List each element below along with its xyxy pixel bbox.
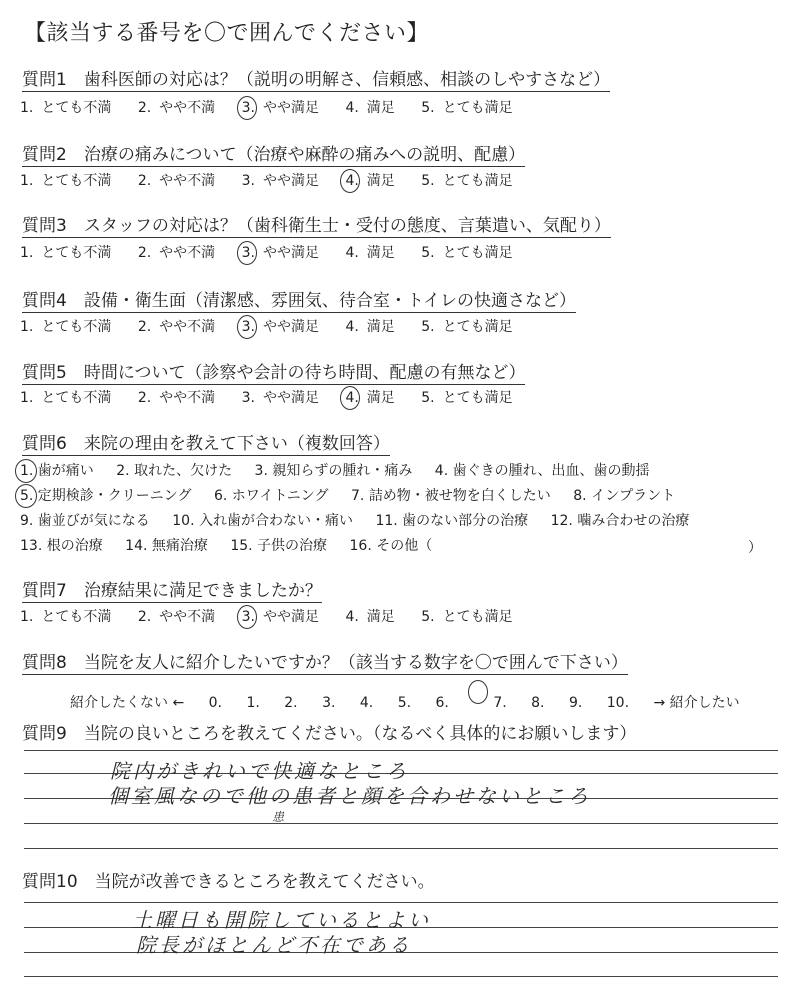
option-label: やや満足 — [262, 173, 319, 189]
question-3-options — [20, 244, 535, 262]
option-number: 5. — [421, 319, 435, 335]
scale-value-7-selected[interactable] — [473, 683, 506, 711]
reasons-row-3 — [20, 512, 707, 530]
scale-right-label: → 紹介したい — [653, 695, 740, 711]
option-label: とても満足 — [442, 390, 513, 406]
option-number: 4. — [345, 390, 359, 406]
scale-value-text: 7. — [493, 695, 507, 711]
question-5-title: 質問5 時間について（診察や会計の待ち時間、配慮の有無など） — [22, 363, 526, 383]
q9-correction-note: 患 — [272, 810, 285, 824]
q10-answer-line-2: 院長がほとんど不在である — [136, 933, 412, 957]
option-number: 3. — [241, 100, 255, 116]
reason-11[interactable] — [375, 512, 528, 530]
scale-value-1[interactable]: 1. — [246, 695, 260, 711]
option-label: やや満足 — [262, 245, 319, 261]
option-label: 満足 — [366, 100, 395, 116]
q10-answer-line-1: 土曜日も開院しているとよい — [132, 908, 431, 932]
option-label: やや不満 — [159, 173, 216, 189]
option-label: 満足 — [366, 609, 395, 625]
option-number: 2. — [137, 100, 152, 116]
reasons-row-2 — [20, 487, 693, 505]
page-title: 【該当する番号を〇で囲んでください】 — [24, 21, 430, 46]
question-2-options — [20, 172, 535, 190]
reason-1-selected[interactable] — [20, 462, 94, 480]
reason-label: 5. 定期検診・クリーニング — [20, 488, 192, 504]
scale-value-5[interactable]: 5. — [397, 695, 412, 711]
option-number: 4. — [345, 173, 359, 189]
option-3[interactable] — [242, 389, 319, 407]
option-5[interactable] — [421, 99, 512, 117]
question-10-title: 質問10 当院が改善できるところを教えてください。 — [22, 872, 435, 892]
option-number: 4. — [345, 100, 359, 116]
reason-10[interactable] — [172, 512, 353, 530]
reasons-row-4 — [20, 537, 450, 555]
option-number: 1. — [20, 390, 34, 406]
question-9-title: 質問9 当院の良いところを教えてください。（なるべく具体的にお願いします） — [22, 724, 637, 744]
option-label: 満足 — [366, 245, 395, 261]
option-label: とても満足 — [442, 100, 513, 116]
question-7-options — [20, 608, 535, 626]
option-label: やや不満 — [159, 390, 216, 406]
option-number: 5. — [421, 100, 435, 116]
reason-label: 2. 取れた、欠けた — [116, 463, 233, 479]
scale-left-label: 紹介したくない ← — [70, 695, 185, 711]
option-4[interactable] — [345, 318, 394, 336]
scale-value-10[interactable]: 10. — [606, 695, 630, 711]
option-label: とても満足 — [442, 319, 513, 335]
question-2-title: 質問2 治療の痛みについて（治療や麻酔の痛みへの説明、配慮） — [22, 145, 526, 165]
option-number: 1. — [20, 100, 34, 116]
option-2[interactable] — [138, 172, 215, 190]
reason-label: 8. インプラント — [573, 488, 676, 504]
reason-12[interactable] — [551, 512, 690, 530]
reason-16[interactable] — [350, 537, 433, 555]
reason-label: 1. 歯が痛い — [20, 463, 94, 479]
scale-value-6[interactable]: 6. — [435, 695, 449, 711]
reason-label: 9. 歯並びが気になる — [20, 513, 150, 529]
question-6-title: 質問6 来院の理由を教えて下さい（複数回答） — [22, 434, 390, 454]
option-1[interactable] — [20, 172, 111, 190]
option-number: 2. — [137, 609, 152, 625]
reason-label: 6. ホワイトニング — [213, 488, 329, 504]
option-label: 満足 — [366, 173, 395, 189]
option-5[interactable] — [421, 318, 512, 336]
question-4-options — [20, 318, 535, 336]
option-3-selected[interactable] — [242, 608, 319, 626]
question-4-title: 質問4 設備・衛生面（清潔感、雰囲気、待合室・トイレの快適さなど） — [22, 291, 576, 311]
option-label: やや不満 — [159, 100, 216, 116]
option-number: 2. — [137, 245, 152, 261]
reason-14[interactable] — [125, 537, 208, 555]
reason-label: 15. 子供の治療 — [230, 538, 328, 554]
option-number: 4. — [345, 245, 359, 261]
reason-6[interactable] — [214, 487, 329, 505]
option-2[interactable] — [138, 608, 215, 626]
option-4[interactable] — [345, 99, 394, 117]
option-label: やや満足 — [262, 100, 319, 116]
reason-5-selected[interactable] — [20, 487, 192, 505]
answer-line — [24, 823, 778, 824]
q9-answer-line-2: 個室風なので他の患者と顔を合わせないところ — [108, 784, 591, 808]
scale-value-9[interactable]: 9. — [568, 695, 583, 711]
option-number: 3. — [241, 390, 255, 406]
option-label: やや不満 — [159, 245, 216, 261]
reasons-row-1 — [20, 462, 667, 480]
option-5[interactable] — [421, 608, 512, 626]
reason-label: 3. 親知らずの腫れ・痛み — [254, 463, 413, 479]
scale-value-2[interactable]: 2. — [284, 695, 298, 711]
scale-value-3[interactable]: 3. — [322, 695, 336, 711]
question-1-title: 質問1 歯科医師の対応は？（説明の明解さ、信頼感、相談のしやすさなど） — [22, 70, 611, 90]
option-number: 5. — [421, 245, 435, 261]
recommend-scale — [70, 683, 740, 712]
reason-label: 13. 根の治療 — [20, 538, 103, 554]
option-5[interactable] — [421, 244, 512, 262]
option-label: とても満足 — [442, 609, 513, 625]
reason-3[interactable] — [255, 462, 413, 480]
option-1[interactable] — [20, 99, 111, 117]
option-label: やや満足 — [262, 390, 319, 406]
option-number: 2. — [137, 390, 152, 406]
reason-15[interactable] — [230, 537, 327, 555]
reason-label: 11. 歯のない部分の治療 — [375, 513, 529, 529]
option-label: やや不満 — [159, 609, 216, 625]
option-4[interactable] — [345, 608, 394, 626]
reason-label: 16. その他（ — [349, 538, 433, 554]
selection-circle — [468, 680, 488, 704]
option-number: 1. — [20, 173, 34, 189]
other-close-paren: ） — [748, 540, 762, 556]
option-4-selected[interactable] — [345, 172, 394, 190]
option-3[interactable] — [242, 172, 319, 190]
option-4-selected[interactable] — [345, 389, 394, 407]
answer-line — [24, 848, 778, 849]
option-number: 4. — [345, 609, 359, 625]
option-number: 5. — [421, 609, 435, 625]
option-label: 満足 — [366, 319, 395, 335]
option-label: とても満足 — [442, 245, 513, 261]
option-2[interactable] — [138, 244, 215, 262]
option-2[interactable] — [138, 99, 215, 117]
option-number: 3. — [241, 173, 255, 189]
reason-label: 12. 噛み合わせの治療 — [550, 513, 690, 529]
reason-2[interactable] — [116, 462, 232, 480]
reason-7[interactable] — [351, 487, 551, 505]
option-label: とても不満 — [41, 100, 112, 116]
option-label: 満足 — [366, 390, 395, 406]
option-2[interactable] — [138, 389, 215, 407]
option-number: 3. — [241, 319, 255, 335]
option-number: 2. — [137, 319, 152, 335]
reason-label: 7. 詰め物・被せ物を白くしたい — [351, 488, 551, 504]
option-2[interactable] — [138, 318, 215, 336]
reason-label: 14. 無痛治療 — [125, 538, 208, 554]
answer-line — [24, 976, 778, 977]
answer-line — [24, 902, 778, 903]
option-5[interactable] — [421, 172, 512, 190]
option-label: とても不満 — [41, 390, 112, 406]
q9-answer-line-1: 院内がきれいで快適なところ — [110, 759, 409, 783]
question-8-title: 質問8 当院を友人に紹介したいですか？（該当する数字を〇で囲んで下さい） — [22, 653, 628, 673]
scale-value-0[interactable]: 0. — [208, 695, 222, 711]
option-number: 2. — [137, 173, 152, 189]
option-5[interactable] — [421, 389, 512, 407]
option-3-selected[interactable] — [242, 318, 319, 336]
reason-label: 10. 入れ歯が合わない・痛い — [172, 513, 353, 529]
option-4[interactable] — [345, 244, 394, 262]
option-number: 3. — [241, 609, 255, 625]
reason-9[interactable] — [20, 512, 150, 530]
question-5-options — [20, 389, 535, 407]
option-label: とても不満 — [41, 245, 112, 261]
option-1[interactable] — [20, 608, 111, 626]
option-number: 1. — [20, 319, 34, 335]
option-number: 5. — [421, 173, 435, 189]
option-3-selected[interactable] — [242, 99, 319, 117]
scale-value-8[interactable]: 8. — [531, 695, 545, 711]
reason-label: 4. 歯ぐきの腫れ、出血、歯の動揺 — [434, 463, 650, 479]
option-label: やや満足 — [262, 609, 319, 625]
question-3-title: 質問3 スタッフの対応は？（歯科衛生士・受付の態度、言葉遣い、気配り） — [22, 216, 611, 236]
option-label: とても満足 — [442, 173, 513, 189]
answer-line — [24, 750, 778, 751]
question-1-options — [20, 99, 535, 117]
option-1[interactable] — [20, 244, 111, 262]
option-label: とても不満 — [41, 609, 112, 625]
option-label: とても不満 — [41, 173, 112, 189]
option-number: 1. — [20, 609, 34, 625]
option-1[interactable] — [20, 318, 111, 336]
question-7-title: 質問7 治療結果に満足できましたか？ — [22, 581, 322, 601]
option-number: 4. — [345, 319, 359, 335]
reason-13[interactable] — [20, 537, 103, 555]
option-number: 1. — [20, 245, 34, 261]
option-label: やや満足 — [262, 319, 319, 335]
reason-8[interactable] — [573, 487, 675, 505]
scale-value-4[interactable]: 4. — [359, 695, 374, 711]
option-number: 5. — [421, 390, 435, 406]
option-3-selected[interactable] — [242, 244, 319, 262]
option-label: とても不満 — [41, 319, 112, 335]
reason-4[interactable] — [435, 462, 650, 480]
option-1[interactable] — [20, 389, 111, 407]
option-number: 3. — [241, 245, 255, 261]
option-label: やや不満 — [159, 319, 216, 335]
